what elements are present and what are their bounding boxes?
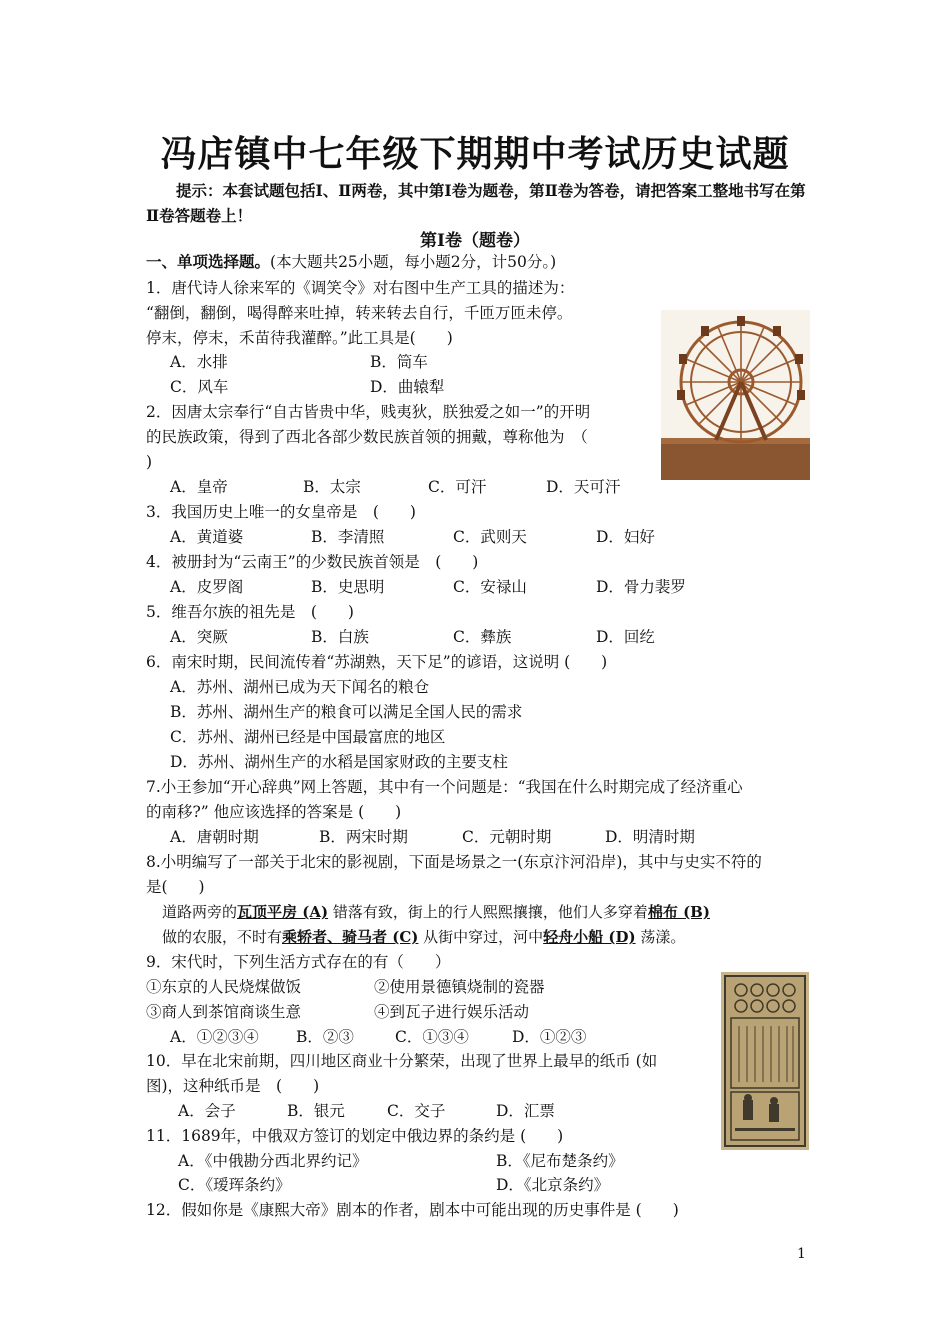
q3-line: 3．我国历史上唯一的女皇帝是 ( )	[146, 503, 416, 521]
q4-option-a: A．皮罗阁	[170, 578, 244, 596]
q3-option-b: B．李清照	[311, 528, 385, 546]
q8-scene-line-2	[162, 927, 685, 947]
q2-line-3: )	[146, 453, 153, 471]
q8-line-2: 是( )	[146, 878, 205, 896]
q7-line-2: 的南移?” 他应该选择的答案是 ( )	[146, 803, 402, 821]
q1-option-b: B．筒车	[370, 353, 428, 371]
q4-option-b: B．史思明	[311, 578, 385, 596]
q3-option-a: A．黄道婆	[170, 528, 244, 546]
q8-scene-text: 荡漾。	[635, 928, 686, 946]
waterwheel-image	[661, 310, 810, 480]
q11-line: 11．1689年，中俄双方签订的划定中俄边界的条约是 ( )	[146, 1127, 564, 1145]
q10-option-b: B．银元	[287, 1102, 345, 1120]
section-title: 一、单项选择题。	[146, 252, 271, 271]
q1-line-3: 停末，停末，禾苗待我灌醉。”此工具是( )	[146, 329, 453, 347]
q11-option-a: A．《中俄勘分西北界约记》	[178, 1152, 368, 1170]
q7-line-1: 7.小王参加“开心辞典”网上答题，其中有一个问题是：“我国在什么时期完成了经济重心	[146, 778, 743, 796]
q10-line-2: 图)，这种纸币是 ( )	[146, 1077, 320, 1095]
q7-option-c: C．元朝时期	[462, 828, 552, 846]
q4-option-d: D．骨力裴罗	[596, 578, 686, 596]
q8-scene-text: 错落有致，街上的行人熙熙攘攘，他们人多穿着	[328, 903, 648, 921]
q6-option-b: B．苏州、湖州生产的粮食可以满足全国人民的需求	[170, 703, 523, 721]
q12-line: 12．假如你是《康熙大帝》剧本的作者，剧本中可能出现的历史事件是 ( )	[146, 1201, 679, 1219]
q2-line-2: 的民族政策，得到了西北各部少数民族首领的拥戴，尊称他为 （	[146, 428, 588, 446]
q10-option-d: D．汇票	[496, 1102, 555, 1120]
q9-item-2: ②使用景德镇烧制的瓷器	[374, 978, 545, 996]
q2-option-c: C．可汗	[428, 478, 487, 496]
q6-option-c: C．苏州、湖州已经是中国最富庶的地区	[170, 728, 446, 746]
q1-option-a: A．水排	[170, 353, 228, 371]
q8-scene-text: 从街中穿过，河中	[418, 928, 544, 946]
q9-option-a: A．①②③④	[170, 1028, 259, 1046]
q2-option-a: A．皇帝	[170, 478, 228, 496]
q9-option-c: C．①③④	[395, 1028, 469, 1046]
q8-option-a-underlined: 瓦顶平房 (A)	[237, 903, 329, 921]
q7-option-a: A．唐朝时期	[170, 828, 259, 846]
q6-option-d: D．苏州、湖州生产的水稻是国家财政的主要支柱	[170, 753, 508, 771]
q8-option-c-underlined: 乘轿者、骑马者 (C)	[282, 928, 419, 946]
q2-option-d: D．天可汗	[546, 478, 621, 496]
q5-option-b: B．白族	[311, 628, 369, 646]
q2-option-b: B．太宗	[303, 478, 361, 496]
q9-item-4: ④到瓦子进行娱乐活动	[374, 1003, 530, 1021]
q6-line: 6．南宋时期，民间流传着“苏湖熟，天下足”的谚语，这说明 ( )	[146, 653, 608, 671]
q9-item-3: ③商人到茶馆商谈生意	[146, 1003, 302, 1021]
q1-option-d: D．曲辕犁	[370, 378, 445, 396]
q5-option-c: C．彝族	[453, 628, 512, 646]
q9-item-1: ①东京的人民烧煤做饭	[146, 978, 302, 996]
section-heading	[146, 252, 556, 272]
q7-option-b: B．两宋时期	[319, 828, 408, 846]
q10-option-c: C．交子	[387, 1102, 446, 1120]
q8-option-b-underlined: 棉布 (B)	[647, 903, 710, 921]
q9-option-b: B．②③	[296, 1028, 354, 1046]
q9-line: 9．宋代时，下列生活方式存在的有（ ）	[146, 953, 451, 971]
q5-line: 5．维吾尔族的祖先是 ( )	[146, 603, 354, 621]
q11-option-b: B．《尼布楚条约》	[496, 1152, 624, 1170]
q10-line-1: 10．早在北宋前期，四川地区商业十分繁荣，出现了世界上最早的纸币 (如	[146, 1052, 658, 1070]
q8-scene-text: 道路两旁的	[162, 903, 238, 921]
q8-line-1: 8.小明编写了一部关于北宋的影视剧，下面是场景之一(东京汴河沿岸)，其中与史实不符的	[146, 853, 762, 871]
page-title: 冯店镇中七年级下期期中考试历史试题	[160, 133, 790, 175]
q8-option-d-underlined: 轻舟小船 (D)	[543, 928, 636, 946]
q3-option-d: D．妇好	[596, 528, 655, 546]
q2-line-1: 2．因唐太宗奉行“自古皆贵中华，贱夷狄，朕独爱之如一”的开明	[146, 403, 591, 421]
q5-option-d: D．回纥	[596, 628, 655, 646]
q3-option-c: C．武则天	[453, 528, 527, 546]
instruction-tip: 提示：本套试题包括Ⅰ、Ⅱ两卷，其中第Ⅰ卷为题卷，第Ⅱ卷为答卷，请把答案工整地书写在第Ⅱ卷答题卷上！	[146, 181, 806, 225]
page-number: 1	[797, 1246, 806, 1262]
q6-option-a: A．苏州、湖州已成为天下闻名的粮仓	[170, 678, 430, 696]
q4-line: 4．被册封为“云南王”的少数民族首领是 ( )	[146, 553, 479, 571]
q1-line-2: “翻倒，翻倒，喝得醉来吐掉，转来转去自行，千匝万匝未停。	[146, 304, 573, 322]
q5-option-a: A．突厥	[170, 628, 228, 646]
q8-scene-text: 做的农服，不时有	[162, 928, 283, 946]
q1-option-c: C．风车	[170, 378, 229, 396]
q8-scene-line-1	[162, 902, 710, 922]
q1-line-1: 1．唐代诗人徐来军的《调笑令》对右图中生产工具的描述为：	[146, 279, 575, 297]
q4-option-c: C．安禄山	[453, 578, 527, 596]
paper-money-image	[721, 972, 809, 1150]
section-note: (本大题共25小题，每小题2分，计50分。)	[270, 253, 557, 271]
volume-heading: 第Ⅰ卷（题卷）	[420, 231, 530, 251]
q10-option-a: A．会子	[178, 1102, 236, 1120]
q11-option-c: C．《瑷珲条约》	[178, 1176, 291, 1194]
q9-option-d: D．①②③	[512, 1028, 587, 1046]
q7-option-d: D．明清时期	[605, 828, 695, 846]
q11-option-d: D．《北京条约》	[496, 1176, 610, 1194]
